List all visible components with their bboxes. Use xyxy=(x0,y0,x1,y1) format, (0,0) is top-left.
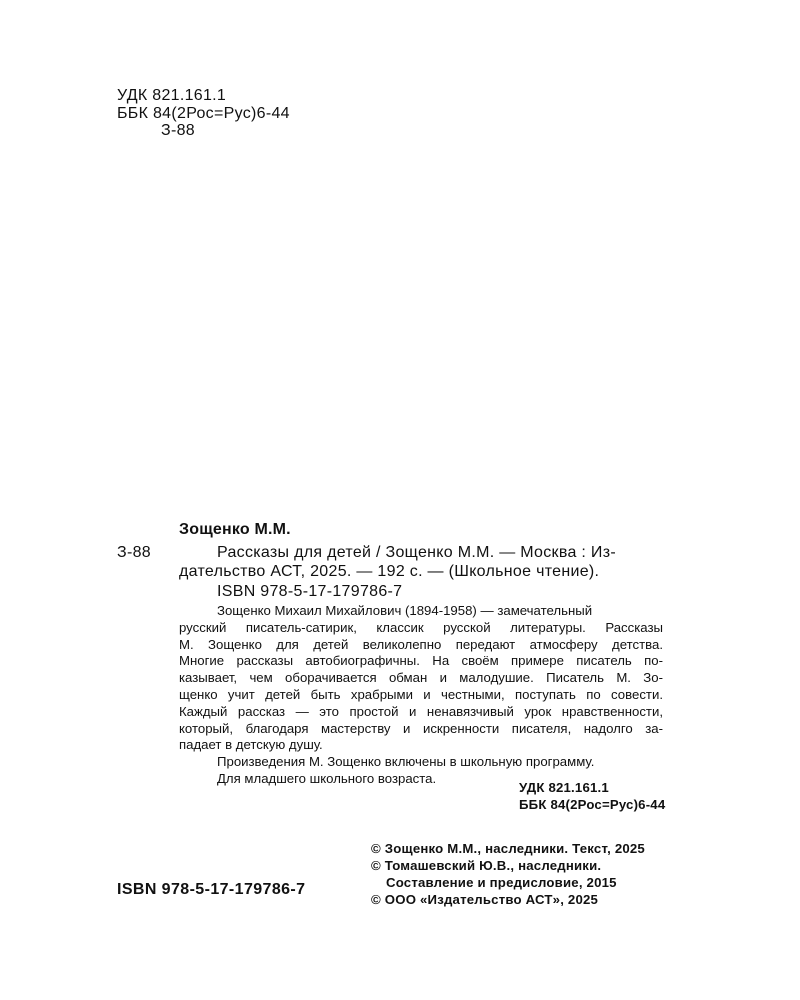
record-udk: УДК 821.161.1 xyxy=(519,780,609,795)
copyright-publisher: © ООО «Издательство АСТ», 2025 xyxy=(371,892,599,907)
top-author-mark: З-88 xyxy=(161,122,195,139)
copyright-compiler: © Томашевский Ю.В., наследники. xyxy=(371,858,602,873)
abstract-line: Зощенко Михаил Михайлович (1894-1958) — замечательный xyxy=(217,603,593,618)
top-udk: УДК 821.161.1 xyxy=(117,87,227,104)
abstract-line: который, благодаря мастерству и искренности писателя, надолго за- xyxy=(179,720,663,736)
abstract-note-program: Произведения М. Зощенко включены в школьную программу. xyxy=(217,754,595,770)
abstract-line: Каждый рассказ — это простой и ненавязчивый урок нравственности, xyxy=(179,703,663,719)
record-author-mark: З-88 xyxy=(117,544,151,561)
record-title-line-2: дательство АСТ, 2025. — 192 с. — (Школьное чтение). xyxy=(179,563,600,580)
abstract-line: щенко учит детей быть храбрыми и честными, поступать по совести. xyxy=(179,686,663,702)
record-bbk: ББК 84(2Рос=Рус)6-44 xyxy=(519,797,666,812)
record-abstract xyxy=(179,603,663,788)
abstract-line: русский писатель-сатирик, классик русской литературы. Рассказы xyxy=(179,619,663,635)
abstract-line: М. Зощенко для детей великолепно передают атмосферу детства. xyxy=(179,636,663,652)
copyright-text: © Зощенко М.М., наследники. Текст, 2025 xyxy=(371,841,645,856)
abstract-line: Многие рассказы автобиографичны. На своём примере писатель по- xyxy=(179,653,663,669)
record-isbn: ISBN 978-5-17-179786-7 xyxy=(217,583,403,600)
copyright-compiler-detail: Составление и предисловие, 2015 xyxy=(386,875,617,890)
abstract-line: казывает, чем оборачивается обман и малодушие. Писатель М. Зо- xyxy=(179,670,663,686)
record-title-line-1: Рассказы для детей / Зощенко М.М. — Москва : Из- xyxy=(217,544,616,561)
record-author: Зощенко М.М. xyxy=(179,521,291,538)
isbn-bottom: ISBN 978-5-17-179786-7 xyxy=(117,881,306,898)
abstract-note-age: Для младшего школьного возраста. xyxy=(217,770,437,786)
top-bbk: ББК 84(2Рос=Рус)6-44 xyxy=(117,105,290,122)
abstract-line: падает в детскую душу. xyxy=(179,737,323,753)
